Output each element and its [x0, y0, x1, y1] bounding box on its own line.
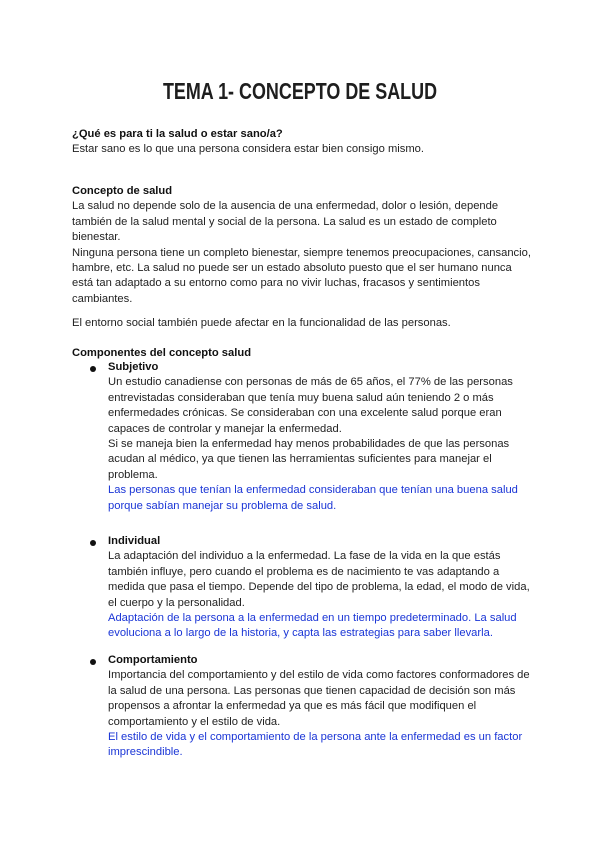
- entorno-paragraph: [72, 316, 532, 331]
- subjetivo-highlight: Las personas que tenían la enfermedad consideraban que tenían una buena salud: [108, 484, 518, 497]
- comportamiento-line: propensos a afrontar la enfermedad ya que es más fácil que modifiquen el: [108, 700, 477, 713]
- subjetivo-line: Un estudio canadiense con personas de más de 65 años, el 77% de las personas: [108, 376, 513, 389]
- concepto-line: La salud no depende solo de la ausencia de una enfermedad, dolor o lesión, depende: [72, 200, 499, 213]
- concepto-line: también de la salud mental y social de la persona. La salud es un estado de completo: [72, 215, 497, 228]
- subjetivo-line: capaces de controlar y manejar la enfermedad.: [108, 422, 342, 435]
- page-title: TEMA 1- CONCEPTO DE SALUD: [162, 78, 438, 104]
- question-heading: ¿Qué es para ti la salud o estar sano/a?: [72, 128, 283, 140]
- subjetivo-line: enfermedades crónicas. Se consideraban con una excelente salud porque eran: [108, 407, 502, 420]
- concepto-section: [72, 184, 532, 307]
- individual-highlight: evoluciona a lo largo de la historia, y capta las estrategias para saber llevarla.: [108, 627, 493, 640]
- individual-line: el cuerpo y la personalidad.: [108, 596, 245, 609]
- subjetivo-line: entrevistadas consideraban que tenía muy buena salud aún teniendo 2 o más: [108, 391, 494, 404]
- bullet-comportamiento: [90, 659, 96, 665]
- comportamiento-highlight: imprescindible.: [108, 746, 183, 759]
- individual-line: también influye, pero cuando el problema es de nacimiento te vas adaptando a: [108, 565, 500, 578]
- list-item-subjetivo: [108, 360, 528, 514]
- entorno-text: El entorno social también puede afectar en la funcionalidad de las personas.: [72, 317, 451, 329]
- comportamiento-line: la salud de una persona. Las personas que tienen capacidad de decisión son más: [108, 684, 516, 697]
- list-item-comportamiento: [108, 653, 528, 761]
- comportamiento-line: comportamiento y el estilo de vida.: [108, 715, 281, 728]
- individual-line: medida que pasa el tiempo. Depende del tipo de problema, la edad, el modo de vida,: [108, 581, 530, 594]
- comportamiento-line: Importancia del comportamiento y del estilo de vida como factores conformadores de: [108, 669, 530, 682]
- concepto-line: hambre, etc. La salud no puede ser un estado absoluto puesto que el ser humano nunca: [72, 262, 512, 275]
- concepto-line: Ninguna persona tiene un completo bienestar, siempre tenemos preocupaciones, cansancio,: [72, 246, 531, 259]
- question-section: [72, 127, 532, 158]
- concepto-line: bienestar.: [72, 231, 121, 244]
- concepto-line: está tan adaptado a su entorno como para no vivir luchas, fracasos y sentimientos: [72, 277, 480, 290]
- concepto-line: cambiantes.: [72, 292, 133, 305]
- list-item-individual: [108, 534, 528, 642]
- bullet-subjetivo: [90, 366, 96, 372]
- question-answer: Estar sano es lo que una persona considera estar bien consigo mismo.: [72, 143, 424, 156]
- bullet-individual: [90, 540, 96, 546]
- subjetivo-line: problema.: [108, 468, 158, 481]
- componentes-heading: Componentes del concepto salud: [72, 347, 252, 359]
- concepto-heading: Concepto de salud: [72, 185, 173, 197]
- individual-highlight: Adaptación de la persona a la enfermedad en un tiempo predeterminado. La salud: [108, 612, 517, 625]
- comportamiento-title: Comportamiento: [108, 654, 198, 666]
- individual-title: Individual: [108, 535, 161, 547]
- subjetivo-line: acudan al médico, ya que tienen las herramientas suficientes para manejar el: [108, 453, 492, 466]
- individual-line: La adaptación del individuo a la enfermedad. La fase de la vida en la que estás: [108, 550, 501, 563]
- subjetivo-highlight: porque sabían manejar su problema de salud.: [108, 499, 337, 512]
- comportamiento-highlight: El estilo de vida y el comportamiento de la persona ante la enfermedad es un factor: [108, 731, 523, 744]
- subjetivo-line: Si se maneja bien la enfermedad hay menos probabilidades de que las personas: [108, 438, 510, 451]
- subjetivo-title: Subjetivo: [108, 361, 159, 373]
